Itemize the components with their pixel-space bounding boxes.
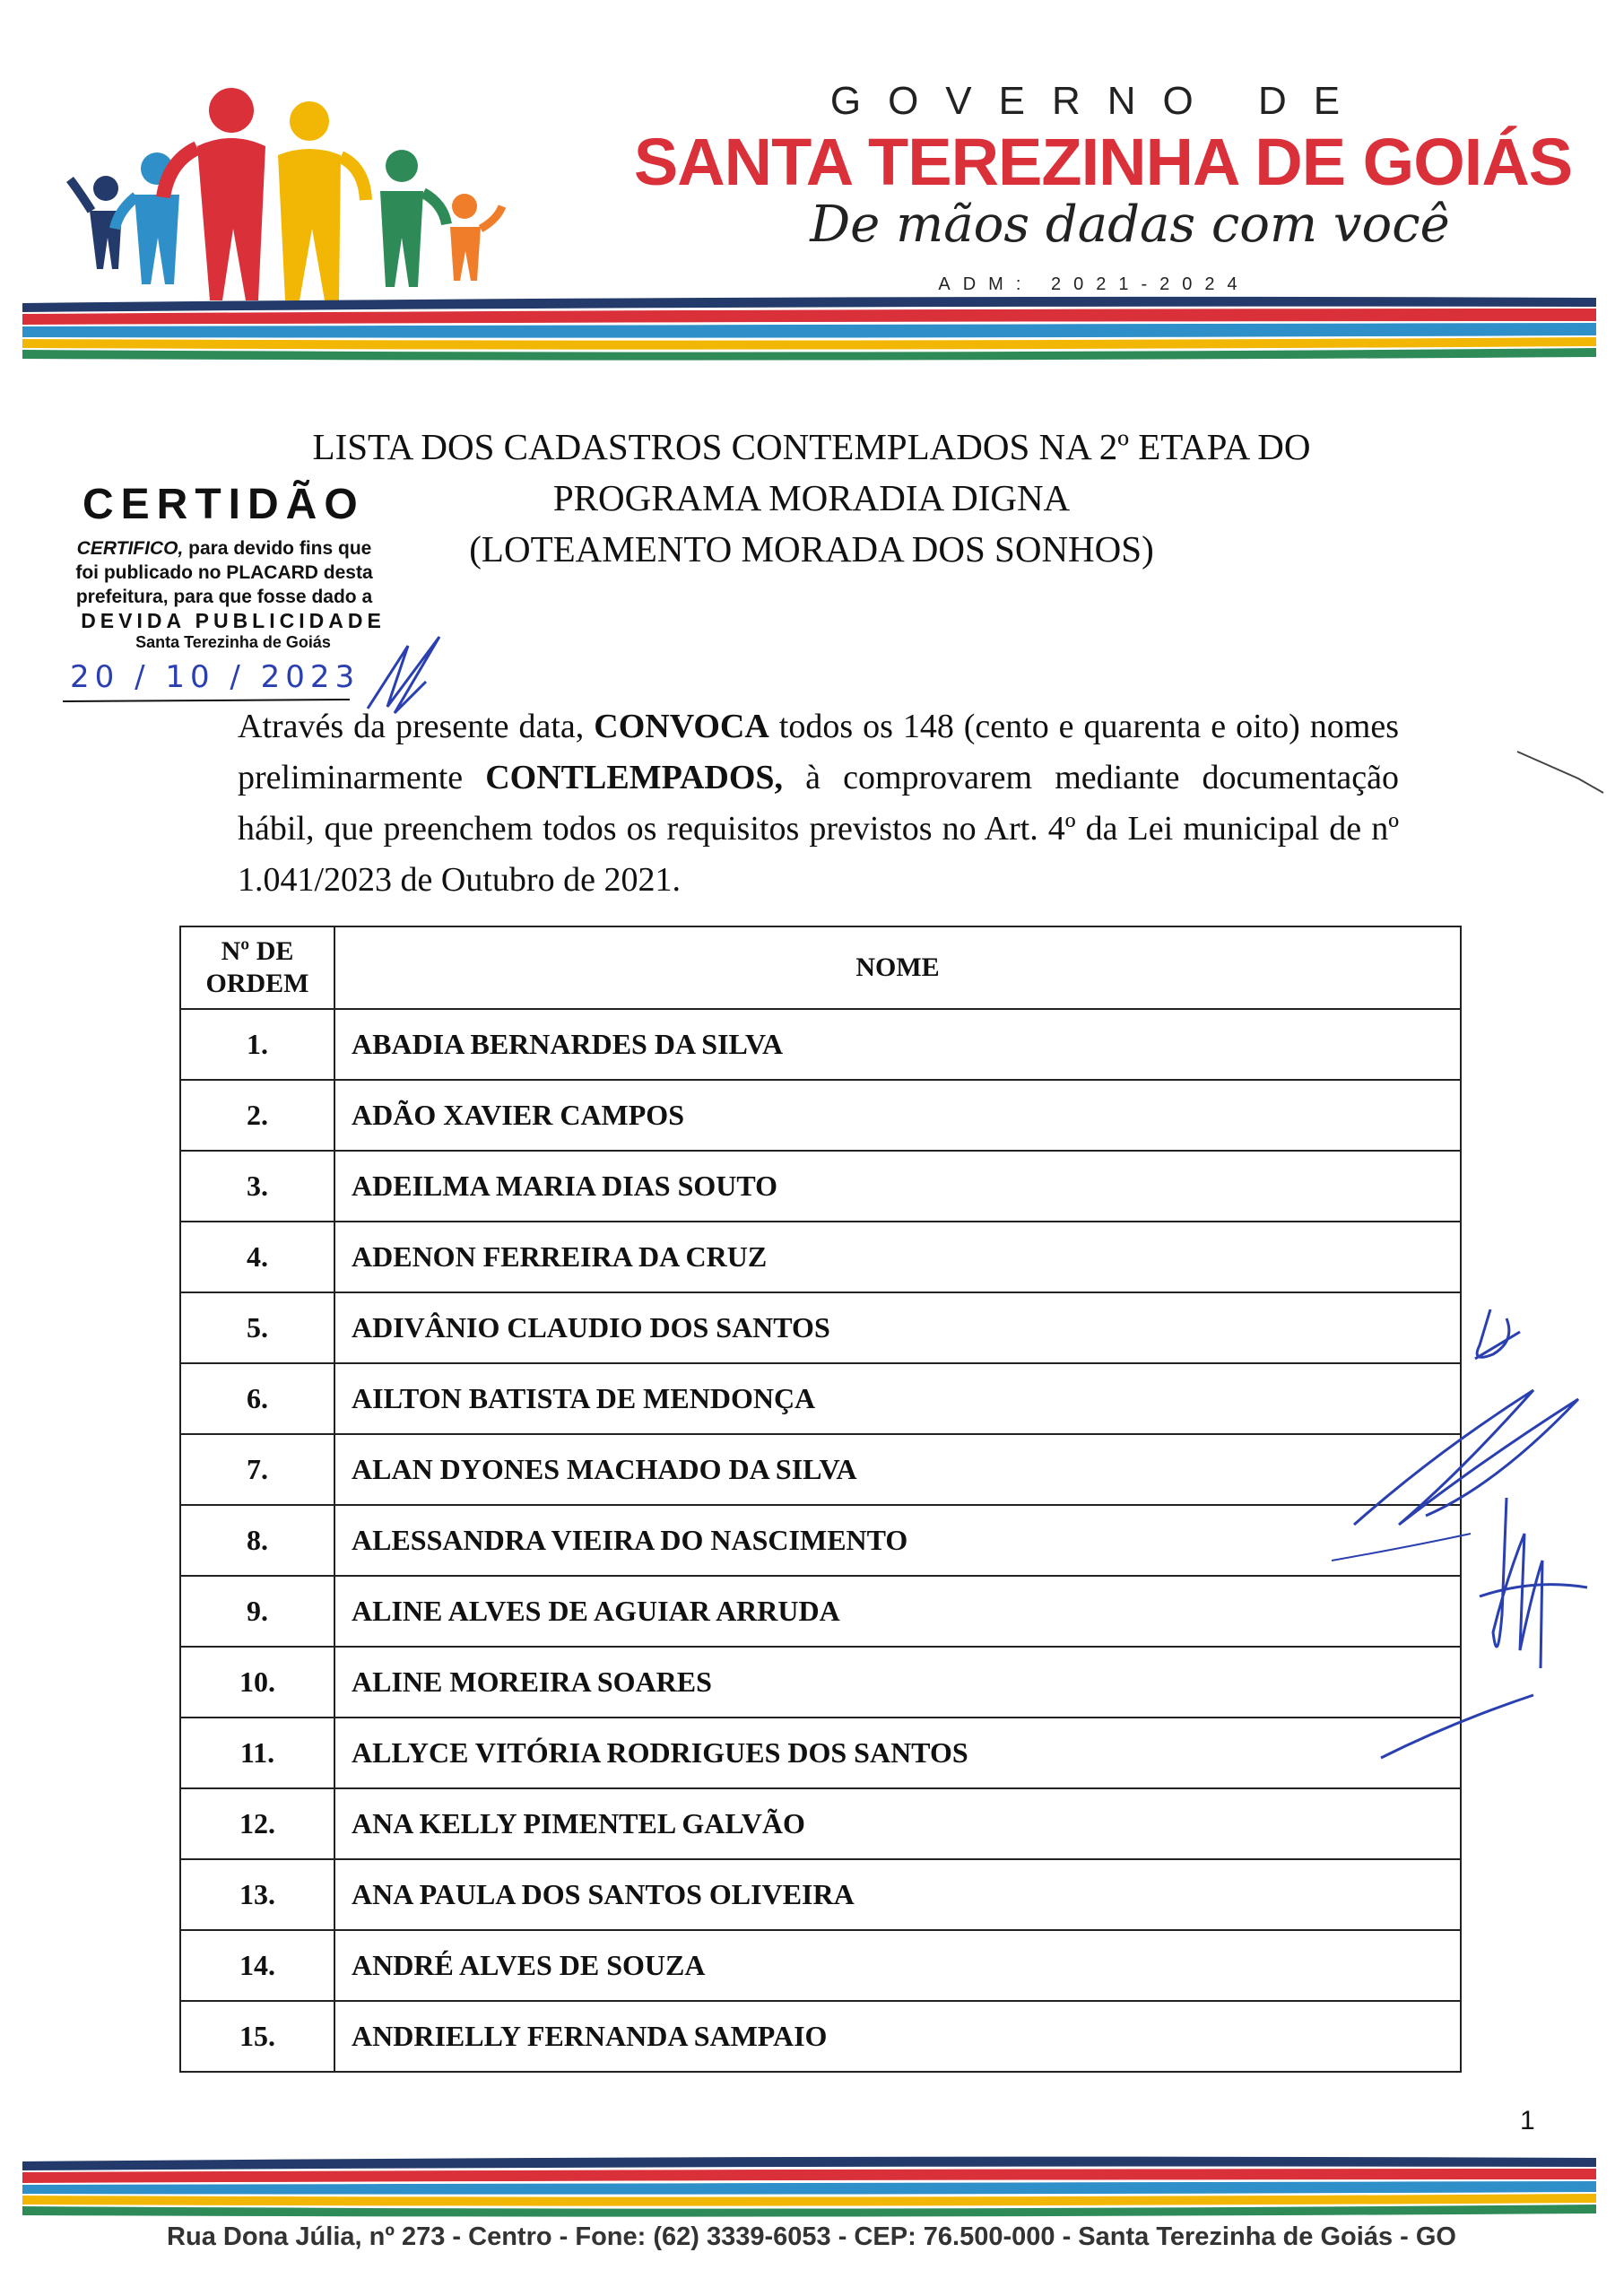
table-row (180, 1505, 1461, 1576)
stamp-city: Santa Terezinha de Goiás (135, 633, 331, 651)
header-stripes (22, 287, 1596, 363)
figure-red (163, 88, 265, 300)
administration-period: ADM: 2021-2024 (938, 274, 1250, 294)
footer-address: Rua Dona Júlia, nº 273 - Centro - Fone: (62) 3339-6053 - CEP: 76.500-000 - Santa Terezinha de Goiás - GO (167, 2222, 1456, 2251)
footer-stripes (22, 2152, 1596, 2224)
table-row (180, 1434, 1461, 1505)
government-line: GOVERNO DE (829, 79, 1368, 123)
stamp-body: para devido fins que foi publicado no PLACARD desta prefeitura, para que fosse dado a (75, 538, 373, 607)
intro-bold-convoca: CONVOCA (594, 708, 769, 745)
table-header-row (180, 926, 1461, 1009)
figure-yellow (278, 101, 366, 300)
table-row (180, 1151, 1461, 1222)
margin-signatures (1327, 1292, 1614, 1874)
table-body (180, 1009, 1461, 2072)
row-number: 3. (180, 1151, 334, 1222)
figure-green (380, 150, 447, 287)
family-logo (63, 76, 529, 300)
table-row (180, 1363, 1461, 1434)
row-number: 15. (180, 2001, 334, 2072)
row-name: ANA KELLY PIMENTEL GALVÃO (334, 1788, 1461, 1859)
table-row (180, 1222, 1461, 1292)
row-name: ADIVÂNIO CLAUDIO DOS SANTOS (334, 1292, 1461, 1363)
row-name: ALESSANDRA VIEIRA DO NASCIMENTO (334, 1505, 1461, 1576)
intro-part-2: todos os 148 (cento e quarenta e oito) nomes preliminarmente (238, 708, 1399, 796)
row-name: ANDRIELLY FERNANDA SAMPAIO (334, 2001, 1461, 2072)
table-row (180, 1009, 1461, 1080)
row-number: 8. (180, 1505, 334, 1576)
row-name: ALLYCE VITÓRIA RODRIGUES DOS SANTOS (334, 1718, 1461, 1788)
stamp-text (63, 536, 386, 609)
stamp-publicidade: DEVIDA PUBLICIDADE (81, 609, 386, 632)
stray-pen-mark (1515, 744, 1605, 798)
table-row (180, 1080, 1461, 1151)
title-line-2: PROGRAMA MORADIA DIGNA (552, 477, 1071, 518)
row-name: ALINE MOREIRA SOARES (334, 1647, 1461, 1718)
table-row (180, 1718, 1461, 1788)
intro-bold-contemplados: CONTLEMPADOS, (485, 759, 784, 796)
stamp-title: CERTIDÃO (82, 481, 365, 528)
row-number: 7. (180, 1434, 334, 1505)
row-number: 13. (180, 1859, 334, 1930)
contemplados-table (179, 926, 1462, 2073)
row-name: ABADIA BERNARDES DA SILVA (334, 1009, 1461, 1080)
table-row (180, 2001, 1461, 2072)
row-number: 5. (180, 1292, 334, 1363)
row-number: 12. (180, 1788, 334, 1859)
row-number: 14. (180, 1930, 334, 2001)
figure-orange (450, 194, 502, 281)
table-row (180, 1576, 1461, 1647)
table-row (180, 1788, 1461, 1859)
certidao-stamp (63, 480, 421, 652)
title-line-1: LISTA DOS CADASTROS CONTEMPLADOS NA 2º ETAPA DO (312, 426, 1311, 467)
row-name: ANDRÉ ALVES DE SOUZA (334, 1930, 1461, 2001)
table-row (180, 1859, 1461, 1930)
document-title (260, 422, 1363, 575)
row-name: ALAN DYONES MACHADO DA SILVA (334, 1434, 1461, 1505)
row-name: ADÃO XAVIER CAMPOS (334, 1080, 1461, 1151)
table-row (180, 1292, 1461, 1363)
table-row (180, 1647, 1461, 1718)
row-name: AILTON BATISTA DE MENDONÇA (334, 1363, 1461, 1434)
intro-part-3: à comprovarem mediante documentação hábil, que preenchem todos os requisitos previstos no Art. 4º da Lei municipal de nº 1.041/2023 de Outubro de 2021. (238, 759, 1400, 899)
table-row (180, 1930, 1461, 2001)
row-number: 2. (180, 1080, 334, 1151)
row-number: 6. (180, 1363, 334, 1434)
intro-part-1: Através da presente data, (238, 708, 595, 745)
stamp-handwritten-date: 20 / 10 / 2023 (70, 659, 360, 695)
row-number: 10. (180, 1647, 334, 1718)
intro-paragraph (238, 701, 1399, 906)
header-number: Nº DE ORDEM (180, 926, 334, 1009)
row-name: ADENON FERREIRA DA CRUZ (334, 1222, 1461, 1292)
slogan: De mãos dadas com você (810, 196, 1450, 254)
page-number: 1 (1520, 2106, 1535, 2135)
title-line-3: (LOTEAMENTO MORADA DOS SONHOS) (469, 528, 1154, 570)
row-number: 11. (180, 1718, 334, 1788)
city-name: SANTA TEREZINHA DE GOIÁS (633, 125, 1573, 199)
row-number: 4. (180, 1222, 334, 1292)
row-name: ADEILMA MARIA DIAS SOUTO (334, 1151, 1461, 1222)
row-name: ALINE ALVES DE AGUIAR ARRUDA (334, 1576, 1461, 1647)
stamp-certifico: CERTIFICO, (76, 538, 184, 559)
row-number: 1. (180, 1009, 334, 1080)
row-number: 9. (180, 1576, 334, 1647)
header-name: NOME (334, 926, 1461, 1009)
row-name: ANA PAULA DOS SANTOS OLIVEIRA (334, 1859, 1461, 1930)
